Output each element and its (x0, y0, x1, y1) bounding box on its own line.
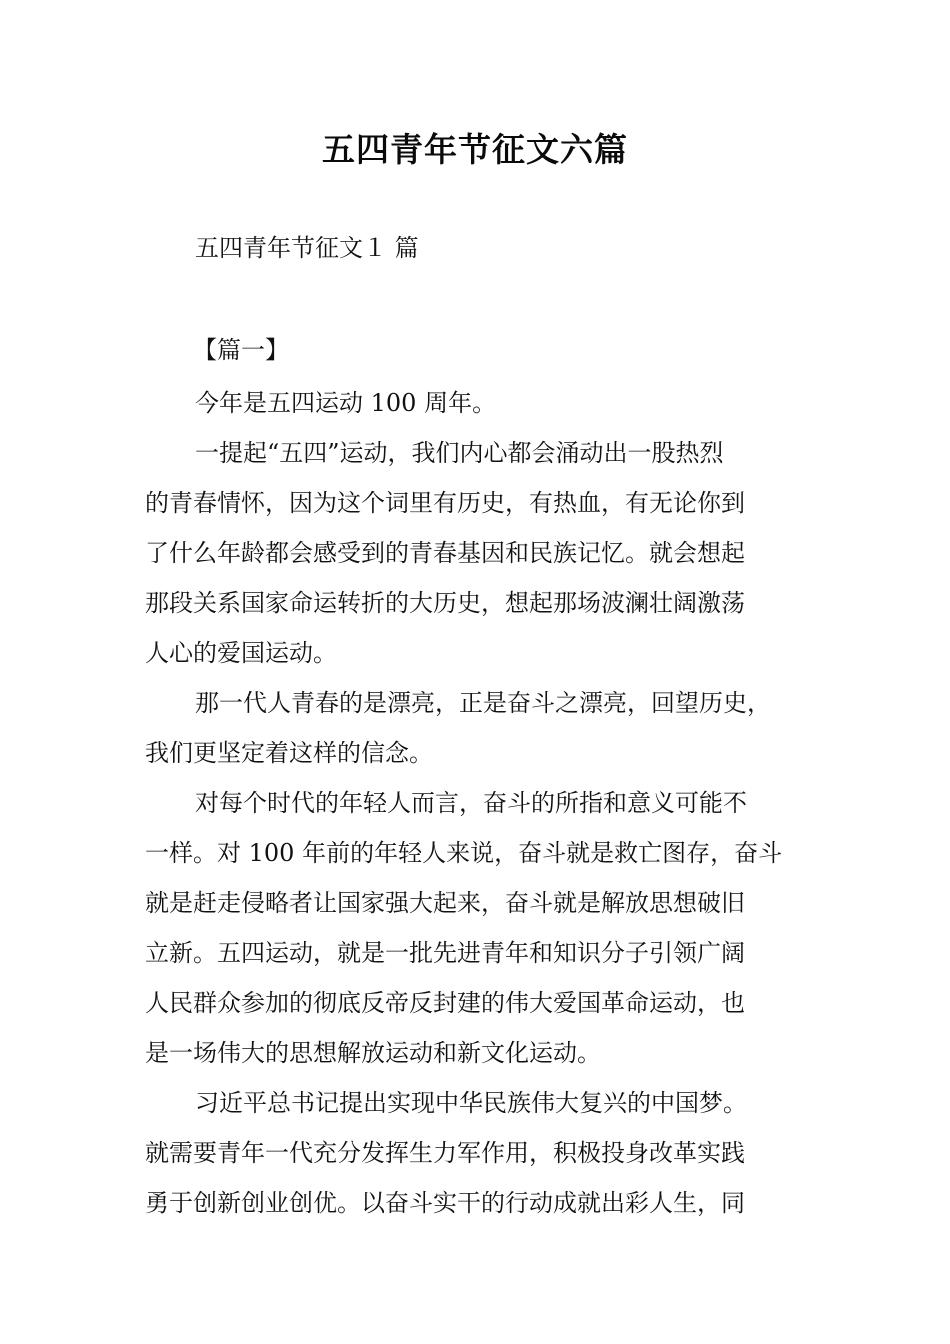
paragraph-line: 对每个时代的年轻人而言，奋斗的所指和意义可能不 (195, 789, 747, 817)
paragraph-1 (145, 378, 825, 428)
paragraph-line: 勇于创新创业创优。以奋斗实干的行动成就出彩人生，同 (145, 1189, 745, 1217)
paragraph-3 (145, 678, 825, 778)
paragraph-line: 立新。五四运动，就是一批先进青年和知识分子引领广阔 (145, 939, 745, 967)
body-text (145, 378, 825, 1228)
document-subtitle: 五四青年节征文１ 篇 (195, 234, 419, 262)
paragraph-2 (145, 428, 825, 678)
paragraph-line: 人心的爱国运动。 (145, 639, 337, 667)
paragraph-line: 一提起“五四”运动，我们内心都会涌动出一股热烈 (195, 439, 724, 467)
section-label: 【篇一】 (193, 336, 289, 364)
paragraph-line: 的青春情怀，因为这个词里有历史，有热血，有无论你到 (145, 489, 745, 517)
paragraph-line: 我们更坚定着这样的信念。 (145, 739, 433, 767)
paragraph-line: 一样。对 100 年前的年轻人来说，奋斗就是救亡图存，奋斗 (145, 839, 783, 867)
paragraph-5 (145, 1078, 825, 1228)
document-title: 五四青年节征文六篇 (322, 130, 628, 169)
paragraph-4 (145, 778, 825, 1078)
paragraph-line: 就是赶走侵略者让国家强大起来，奋斗就是解放思想破旧 (145, 889, 745, 917)
paragraph-line: 习近平总书记提出实现中华民族伟大复兴的中国梦。 (195, 1089, 747, 1117)
paragraph-line: 那一代人青春的是漂亮，正是奋斗之漂亮，回望历史， (195, 689, 771, 717)
paragraph-line: 就需要青年一代充分发挥生力军作用，积极投身改革实践 (145, 1139, 745, 1167)
paragraph-line: 那段关系国家命运转折的大历史，想起那场波澜壮阔激荡 (145, 589, 745, 617)
paragraph-line: 今年是五四运动 100 周年。 (195, 389, 497, 417)
paragraph-line: 是一场伟大的思想解放运动和新文化运动。 (145, 1039, 601, 1067)
paragraph-line: 人民群众参加的彻底反帝反封建的伟大爱国革命运动，也 (145, 989, 745, 1017)
paragraph-line: 了什么年龄都会感受到的青春基因和民族记忆。就会想起 (145, 539, 745, 567)
